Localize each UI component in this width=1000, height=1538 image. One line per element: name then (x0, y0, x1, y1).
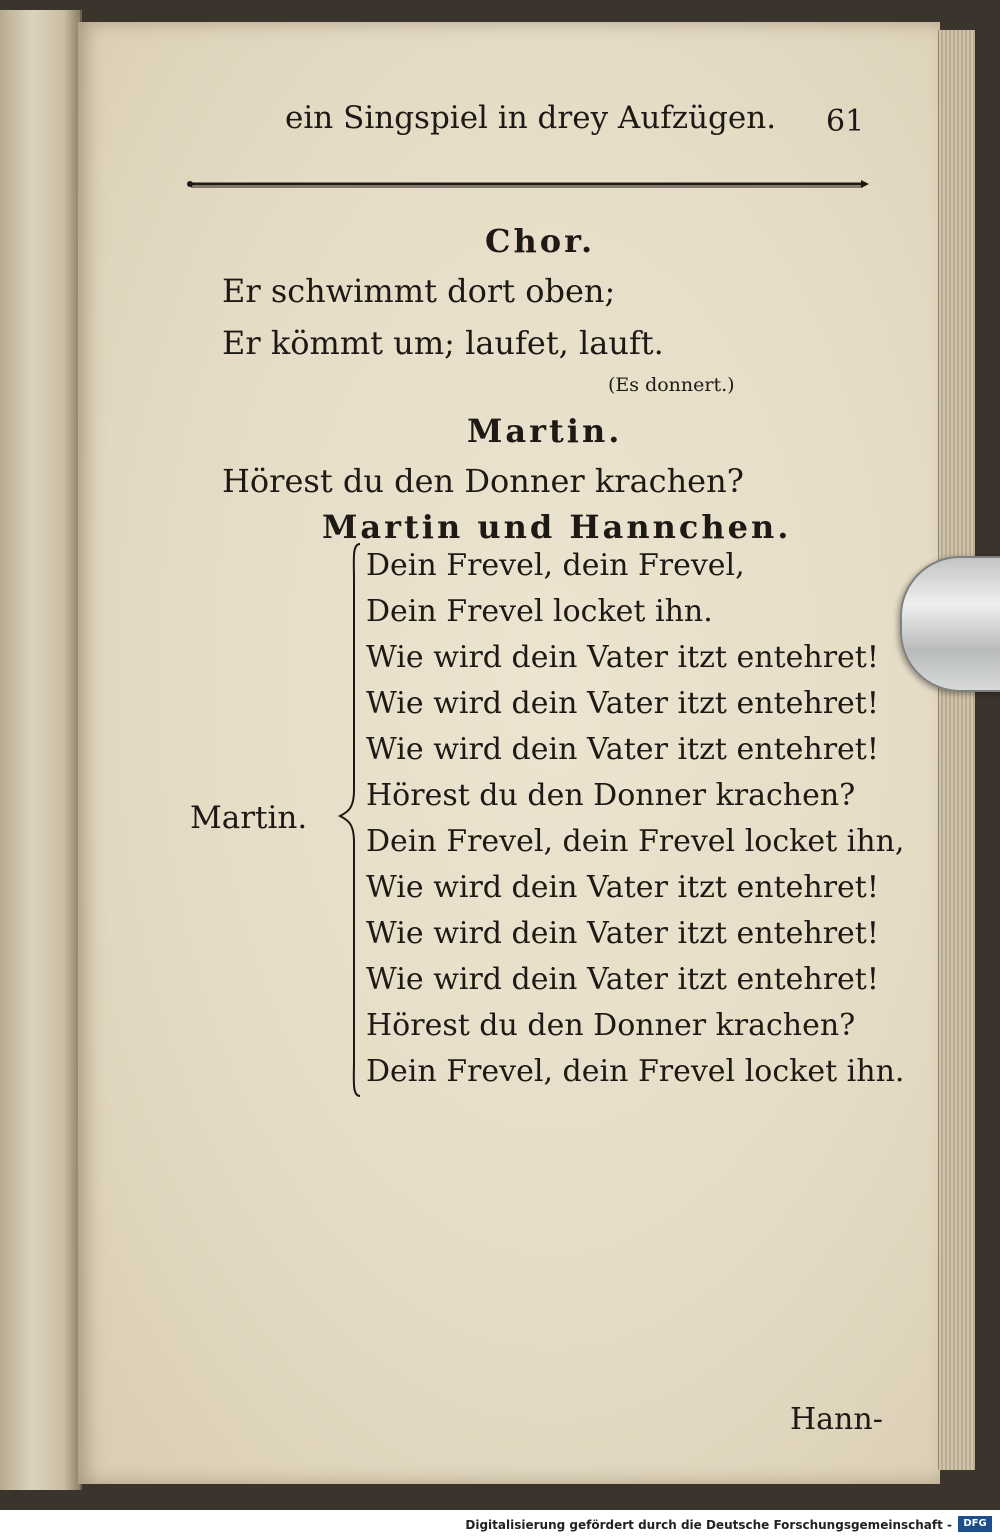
aria-line: Dein Frevel, dein Frevel, (366, 548, 745, 583)
catchword: Hann- (790, 1402, 883, 1437)
aria-line: Dein Frevel, dein Frevel locket ihn, (366, 824, 905, 859)
running-head: ein Singspiel in drey Aufzügen. (285, 100, 777, 136)
speaker-heading-martin: Martin. (467, 412, 623, 450)
aria-line: Wie wird dein Vater itzt entehret! (366, 870, 879, 905)
verse-line: Er schwimmt dort oben; (222, 272, 616, 310)
aria-side-label: Martin. (190, 800, 308, 836)
aria-line: Wie wird dein Vater itzt entehret! (366, 686, 879, 721)
aria-line: Hörest du den Donner krachen? (366, 778, 856, 813)
speaker-heading-chor: Chor. (485, 222, 596, 260)
aria-line: Wie wird dein Vater itzt entehret! (366, 962, 879, 997)
page-block-edge (938, 30, 975, 1470)
aria-line: Hörest du den Donner krachen? (366, 1008, 856, 1043)
aria-line: Wie wird dein Vater itzt entehret! (366, 640, 879, 675)
dfg-logo: DFG (958, 1516, 992, 1532)
verse-line: Hörest du den Donner krachen? (222, 462, 744, 500)
stage-direction: (Es donnert.) (608, 374, 735, 396)
aria-line: Dein Frevel, dein Frevel locket ihn. (366, 1054, 905, 1089)
aria-brace (336, 540, 366, 1100)
verse-line: Er kömmt um; laufet, lauft. (222, 324, 664, 362)
footer-credit: Digitalisierung gefördert durch die Deutsche Forschungsgemeinschaft - (465, 1518, 952, 1532)
aria-line: Wie wird dein Vater itzt entehret! (366, 916, 879, 951)
speaker-heading-duet: Martin und Hannchen. (322, 508, 792, 546)
head-rule (185, 180, 869, 188)
footer-bar (0, 1510, 1000, 1538)
page-clip (900, 556, 1000, 692)
page-number: 61 (826, 104, 865, 139)
aria-line: Wie wird dein Vater itzt entehret! (366, 732, 879, 767)
aria-line: Dein Frevel locket ihn. (366, 594, 713, 629)
previous-page-edge (0, 10, 82, 1490)
